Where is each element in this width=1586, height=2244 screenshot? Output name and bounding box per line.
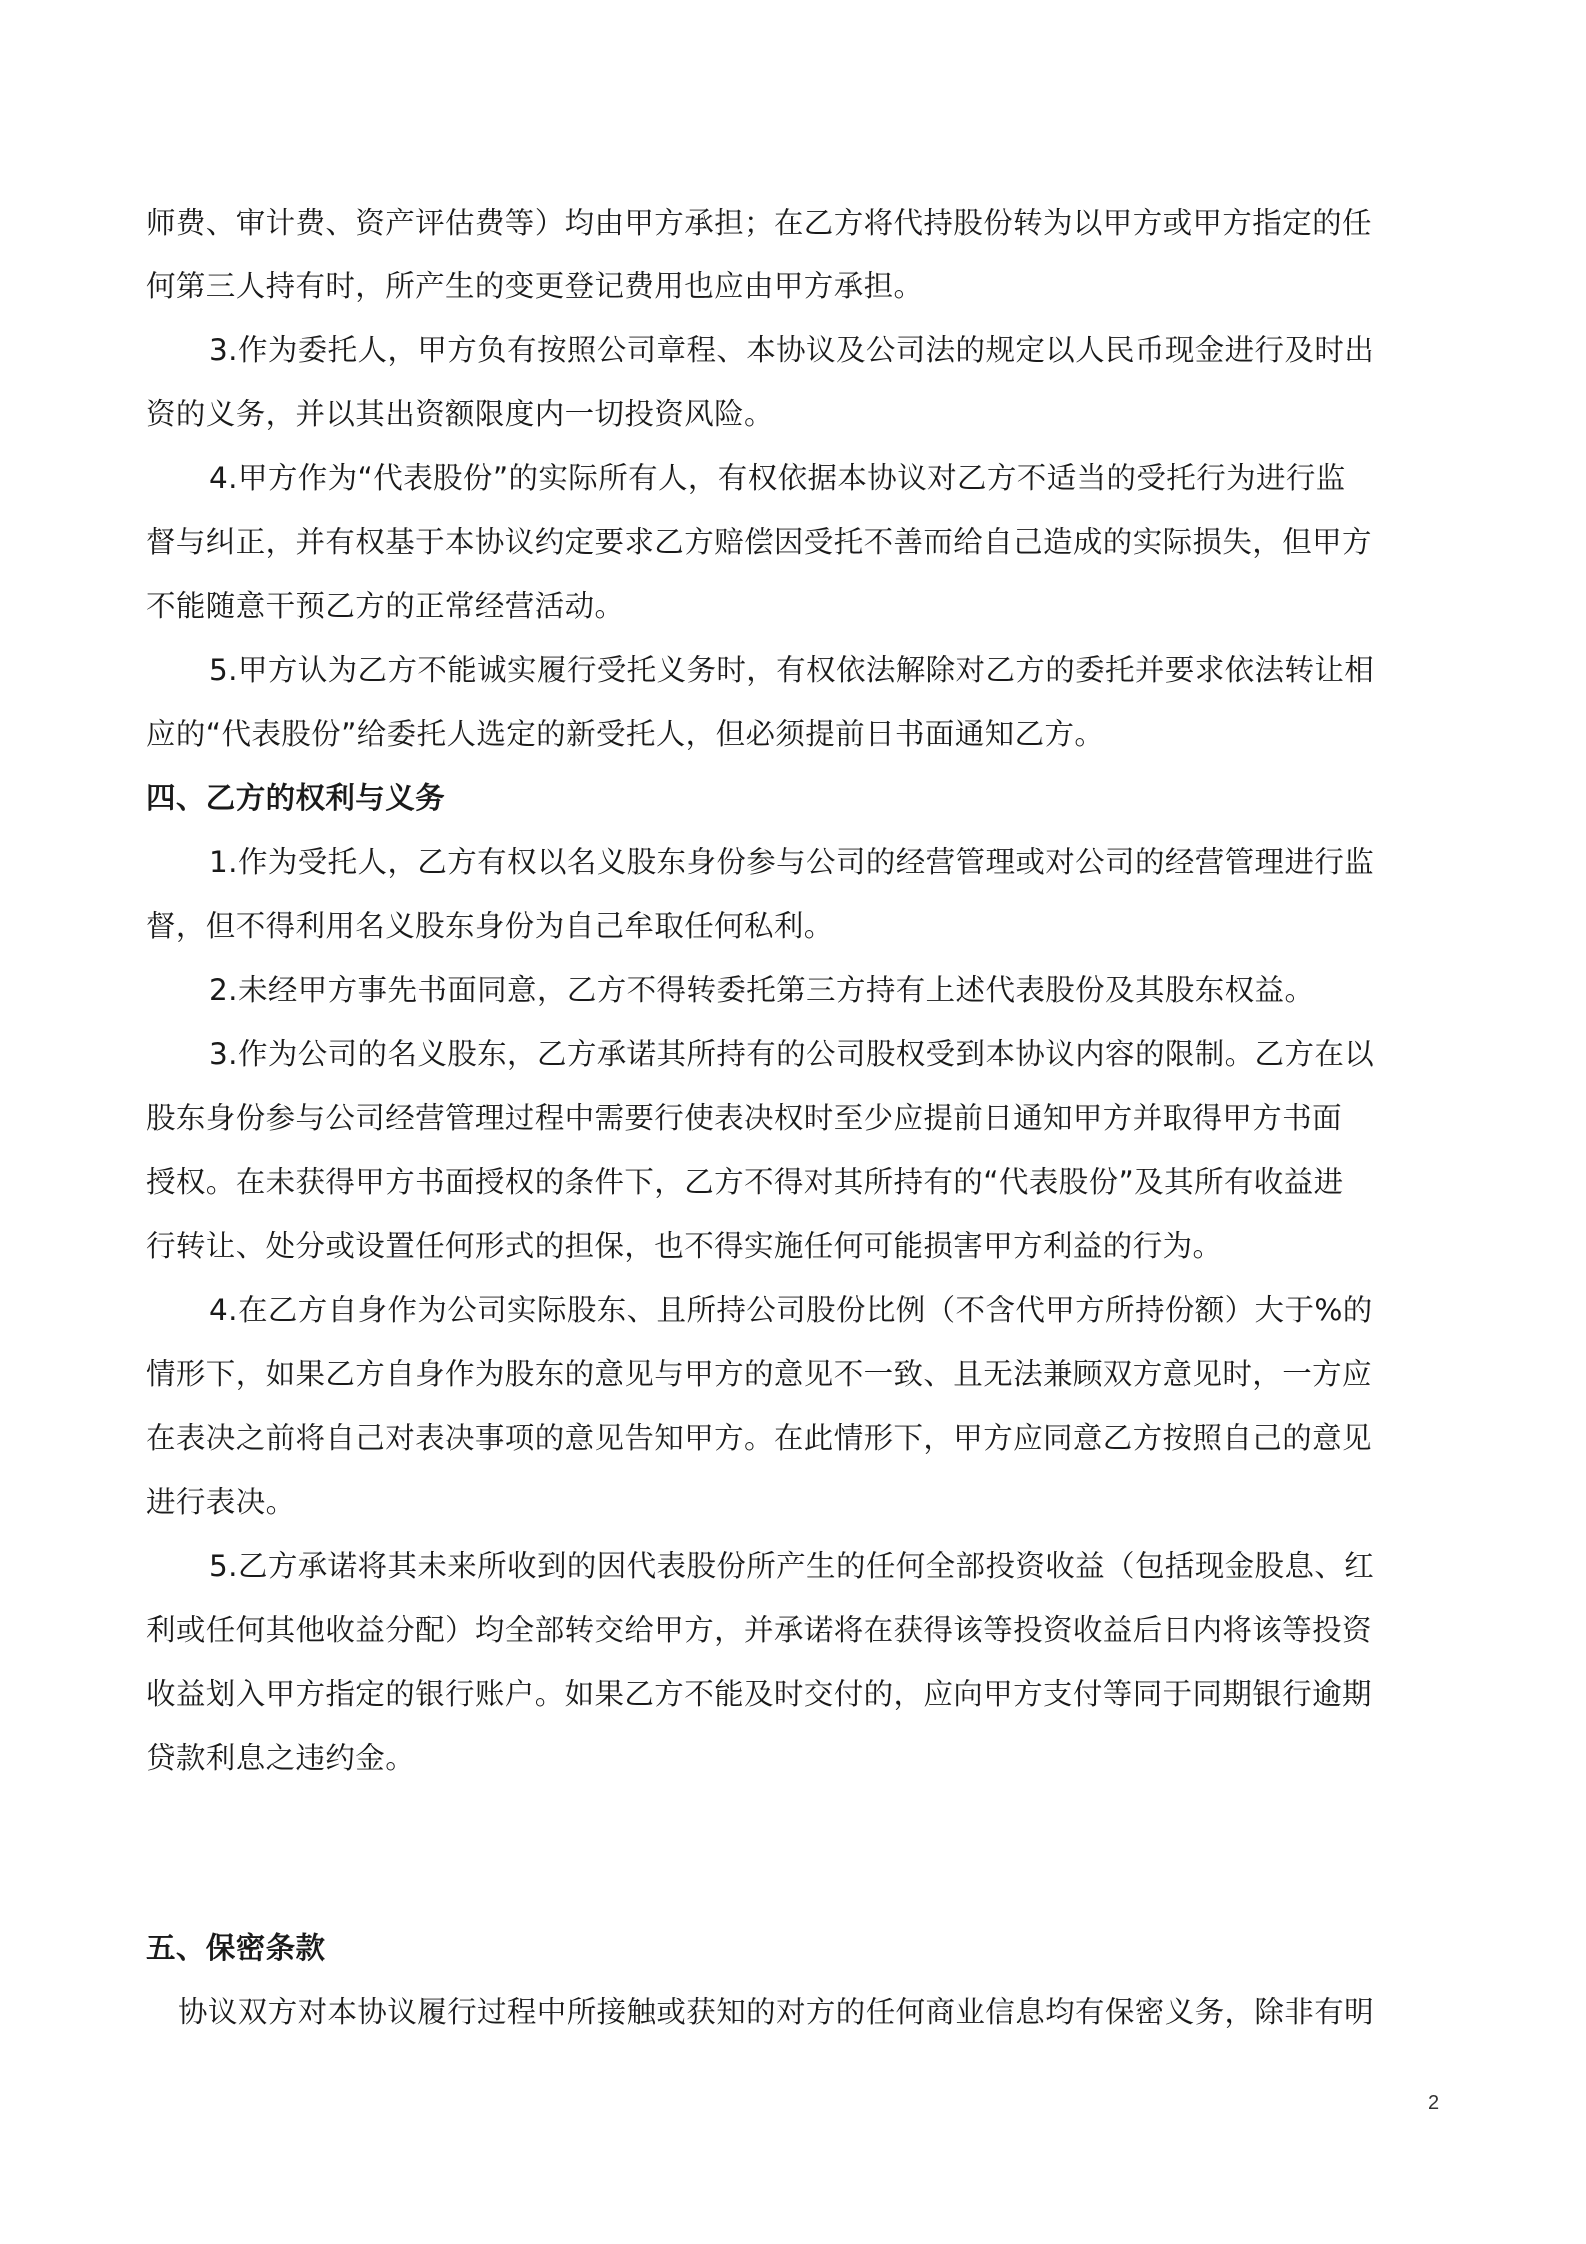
body-line: 行转让、处分或设置任何形式的担保，也不得实施任何可能损害甲方利益的行为。	[146, 1229, 1223, 1263]
body-line: 收益划入甲方指定的银行账户。如果乙方不能及时交付的，应向甲方支付等同于同期银行逾期	[146, 1677, 1372, 1711]
body-line: 5.乙方承诺将其未来所收到的因代表股份所产生的任何全部投资收益（包括现金股息、红	[209, 1549, 1375, 1583]
body-line: 资的义务，并以其出资额限度内一切投资风险。	[146, 397, 774, 431]
body-line: 师费、审计费、资产评估费等）均由甲方承担；在乙方将代持股份转为以甲方或甲方指定的任	[146, 206, 1372, 240]
body-line: 督与纠正，并有权基于本协议约定要求乙方赔偿因受托不善而给自己造成的实际损失，但甲方	[146, 525, 1372, 559]
body-line: 授权。在未获得甲方书面授权的条件下，乙方不得对其所持有的“代表股份”及其所有收益进	[146, 1165, 1344, 1199]
body-line: 2.未经甲方事先书面同意，乙方不得转委托第三方持有上述代表股份及其股东权益。	[209, 973, 1315, 1007]
body-line: 应的“代表股份”给委托人选定的新受托人，但必须提前日书面通知乙方。	[146, 717, 1105, 751]
section-heading: 四、乙方的权利与义务	[146, 781, 446, 815]
body-line: 3.作为委托人，甲方负有按照公司章程、本协议及公司法的规定以人民币现金进行及时出	[209, 333, 1375, 367]
body-line: 4.甲方作为“代表股份”的实际所有人，有权依据本协议对乙方不适当的受托行为进行监	[209, 461, 1346, 495]
body-line: 情形下，如果乙方自身作为股东的意见与甲方的意见不一致、且无法兼顾双方意见时，一方应	[146, 1357, 1372, 1391]
page-number: 2	[1428, 2092, 1440, 2114]
body-line: 在表决之前将自己对表决事项的意见告知甲方。在此情形下，甲方应同意乙方按照自己的意见	[146, 1421, 1372, 1455]
body-line: 督，但不得利用名义股东身份为自己牟取任何私利。	[146, 909, 834, 943]
body-line: 1.作为受托人，乙方有权以名义股东身份参与公司的经营管理或对公司的经营管理进行监	[209, 845, 1375, 879]
body-line: 进行表决。	[146, 1485, 296, 1519]
section-heading: 五、保密条款	[146, 1931, 326, 1965]
body-line: 利或任何其他收益分配）均全部转交给甲方，并承诺将在获得该等投资收益后日内将该等投资	[146, 1613, 1372, 1647]
body-line: 4.在乙方自身作为公司实际股东、且所持公司股份比例（不含代甲方所持份额）大于%的	[209, 1293, 1373, 1327]
body-line: 协议双方对本协议履行过程中所接触或获知的对方的任何商业信息均有保密义务，除非有明	[178, 1995, 1375, 2029]
body-line: 股东身份参与公司经营管理过程中需要行使表决权时至少应提前日通知甲方并取得甲方书面	[146, 1101, 1343, 1135]
body-line: 5.甲方认为乙方不能诚实履行受托义务时，有权依法解除对乙方的委托并要求依法转让相	[209, 653, 1375, 687]
body-line: 不能随意干预乙方的正常经营活动。	[146, 589, 625, 623]
body-line: 3.作为公司的名义股东，乙方承诺其所持有的公司股权受到本协议内容的限制。乙方在以	[209, 1037, 1375, 1071]
body-line: 贷款利息之违约金。	[146, 1741, 416, 1775]
body-line: 何第三人持有时，所产生的变更登记费用也应由甲方承担。	[146, 269, 924, 303]
